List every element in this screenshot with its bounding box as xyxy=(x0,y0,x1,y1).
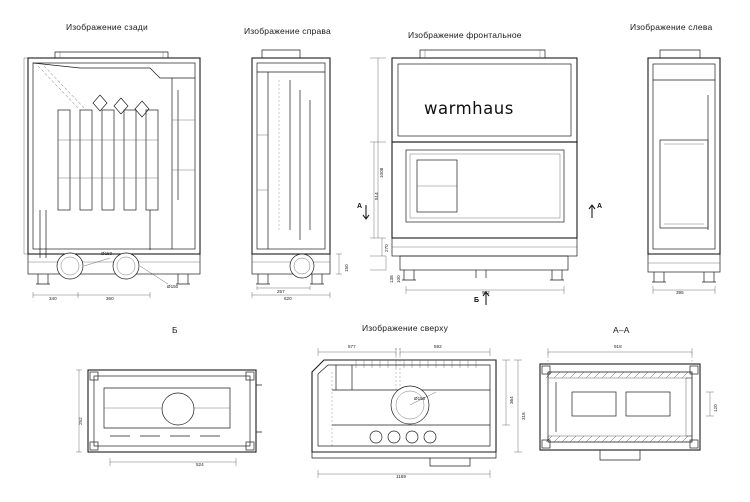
dim-top-d150: Ø150 xyxy=(414,396,426,401)
dim-back-340: 340 xyxy=(49,296,57,301)
dim-right-620: 620 xyxy=(284,296,292,301)
dim-top-364: 364 xyxy=(509,396,514,404)
dim-aa-918: 918 xyxy=(614,344,622,349)
dim-top-1169: 1169 xyxy=(396,474,406,479)
dim-right-150: 150 xyxy=(344,264,349,272)
view-title-left: Изображение слева xyxy=(630,22,713,32)
dim-top-592: 592 xyxy=(434,344,442,349)
dim-back-360: 360 xyxy=(106,296,114,301)
view-title-section-b: Б xyxy=(172,325,178,335)
section-mark-a-right: А xyxy=(597,203,603,210)
dim-front-1008: 1008 xyxy=(379,167,384,178)
dim-aa-120: 120 xyxy=(713,404,718,412)
view-title-top: Изображение сверху xyxy=(362,323,449,333)
view-title-section-aa: А–А xyxy=(613,325,630,335)
view-title-right: Изображение справа xyxy=(244,26,331,36)
dim-front-514: 514 xyxy=(374,192,379,200)
dim-sectionb-524: 524 xyxy=(196,462,204,467)
view-title-front: Изображение фронтальное xyxy=(408,30,522,40)
dim-front-902: 902 xyxy=(482,290,490,295)
section-mark-a-left: А xyxy=(357,203,363,210)
dim-back-d150-b: Ø150 xyxy=(167,284,179,289)
dim-front-100: 100 xyxy=(396,275,401,283)
dim-left-395: 395 xyxy=(676,290,684,295)
brand-logo-text: warmhaus xyxy=(424,99,514,118)
section-mark-b: Б xyxy=(474,297,480,304)
dim-back-d150-a: Ø150 xyxy=(101,251,113,256)
dim-sectionb-252: 252 xyxy=(78,417,83,425)
dim-top-316: 316 xyxy=(521,412,526,420)
dim-front-138: 138 xyxy=(389,275,394,283)
view-title-back: Изображение сзади xyxy=(66,22,148,32)
dim-right-257: 257 xyxy=(277,289,285,294)
dim-front-270: 270 xyxy=(384,244,389,252)
dim-top-577: 577 xyxy=(348,344,356,349)
